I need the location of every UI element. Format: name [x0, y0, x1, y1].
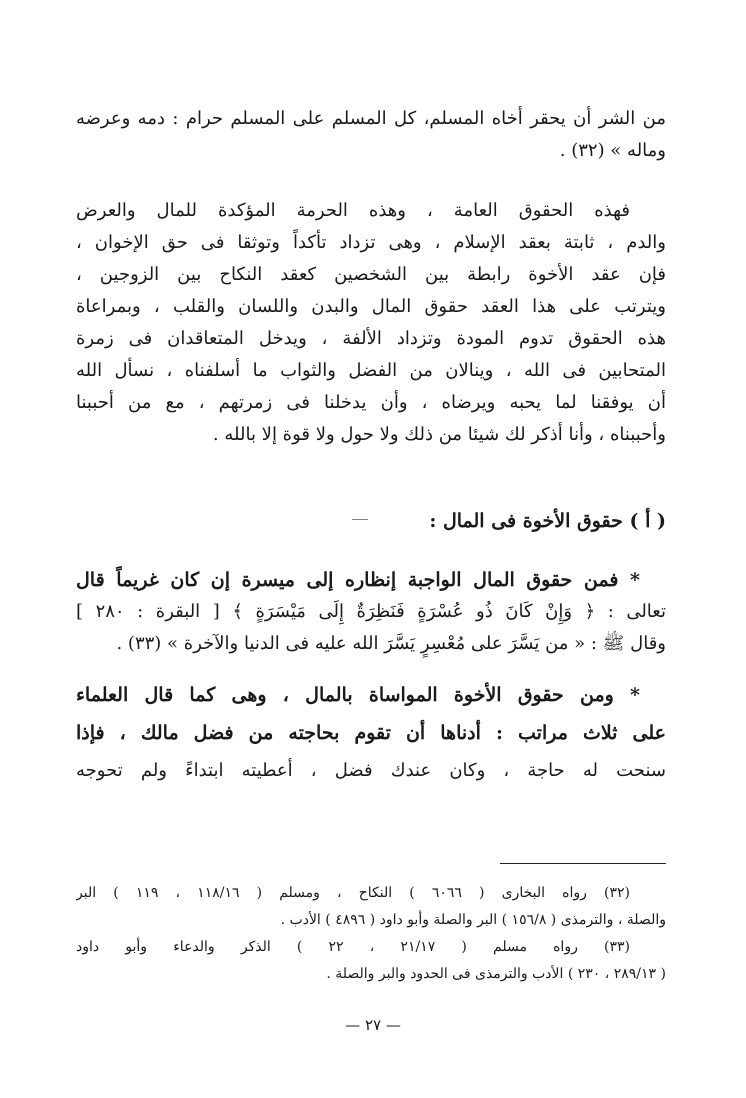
text-line: فهذه الحقوق العامة ، وهذه الحرمة المؤكدة للمال والعرض — [76, 200, 630, 221]
text-line: أن يوفقنا لما يحبه ويرضاه ، وأن يدخلنا فى زمرتهم ، مع من أحببنا — [76, 392, 666, 413]
text-line: سنحت له حاجة ، وكان عندك فضل ، أعطيته ابتداءً ولم تحوجه — [76, 760, 666, 781]
text-line: وماله » (٣٢) . — [559, 140, 666, 161]
section-money-sharing — [76, 676, 666, 752]
text-line: هذه الحقوق تدوم المودة وتزداد الألفة ، ويدخل المتعاقدان فى زمرة — [76, 328, 666, 349]
text-line: فإن عقد الأخوة رابطة بين الشخصين كعقد النكاح بين الزوجين ، — [76, 264, 666, 285]
footnote-separator — [500, 863, 666, 864]
footnote-line: والصلة ، والترمذى ( ١٥٦/٨ ) البر والصلة وأبو داود ( ٤٨٩٦ ) الأدب . — [280, 912, 666, 928]
text-line: ويترتب على هذا العقد حقوق المال والبدن واللسان والقلب ، وبمراعاة — [76, 296, 666, 317]
text-line: المتحابين فى الله ، وينالان من الفضل والثواب ما أسلفناه ، نسأل الله — [76, 360, 666, 381]
section-heading: ( أ ) حقوق الأخوة فى المال : — [429, 510, 666, 532]
text-line: * ومن حقوق الأخوة المواساة بالمال ، وهى كما قال العلماء — [76, 684, 640, 706]
text-line: على ثلاث مراتب : أدناها أن تقوم بحاجته من فضل مالك ، فإذا — [76, 722, 666, 744]
section-money-verse — [76, 596, 666, 660]
footnote-line: (٣٢) رواه البخارى ( ٦٠٦٦ ) النكاح ، ومسلم ( ١١٨/١٦ ، ١١٩ ) البر — [76, 885, 631, 901]
section-money-postponement — [76, 564, 666, 596]
footnotes — [76, 880, 666, 988]
section-money-sharing-cont — [76, 752, 666, 790]
text-line: * فمن حقوق المال الواجبة إنظاره إلى ميسرة إن كان غريماً قال — [76, 569, 640, 591]
footnote-line: (٣٣) رواه مسلم ( ٢١/١٧ ، ٢٢ ) الذكر والدعاء وأبو داود — [76, 939, 630, 955]
text-line: من الشر أن يحقر أخاه المسلم، كل المسلم على المسلم حرام : دمه وعرضه — [76, 108, 666, 129]
footnote-line: ( ٢٨٩/١٣ ، ٢٣٠ ) الأدب والترمذى فى الحدود والبر والصلة . — [326, 966, 666, 982]
text-line: وأحببناه ، وأنا أذكر لك شيئا من ذلك ولا حول ولا قوة إلا بالله . — [212, 424, 666, 445]
page-number: — ٢٧ — — [345, 1016, 401, 1034]
text-line: تعالى : ﴿ وَإِنْ كَانَ ذُو عُسْرَةٍ فَنَظِرَةٌ إِلَى مَيْسَرَةٍ ﴾ [ البقرة : ٢٨٠ ] — [76, 601, 666, 622]
text-line: وقال ﷺ : « من يَسَّرَ على مُعْسِرٍ يَسَّرَ الله عليه فى الدنيا والآخرة » (٣٣) . — [116, 633, 666, 654]
decorative-mark — [352, 519, 368, 520]
intro-text — [76, 103, 666, 167]
body-paragraph — [76, 195, 666, 451]
text-line: والدم ، ثابتة بعقد الإسلام ، وهى تزداد تأكداً وتوثقا فى حق الإخوان ، — [76, 232, 666, 253]
